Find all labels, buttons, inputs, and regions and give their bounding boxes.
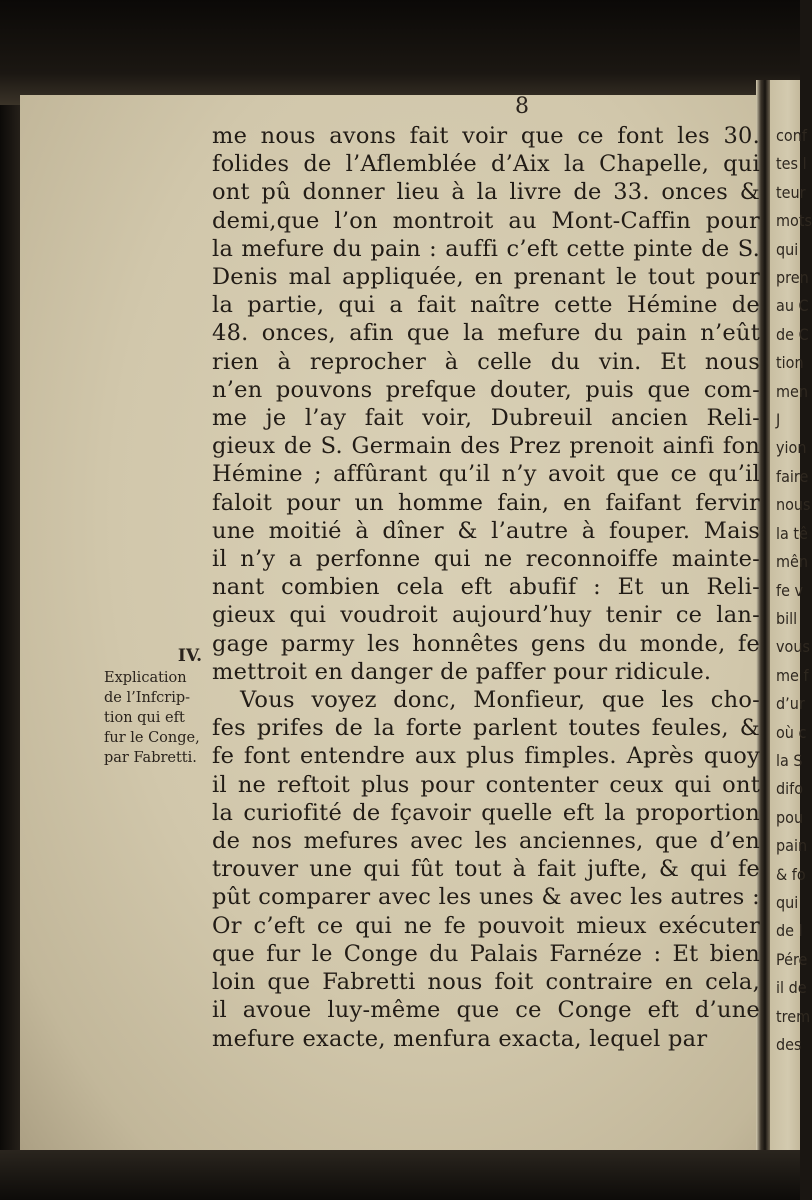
adjacent-text-fragment: au C [776, 296, 809, 316]
text-line: me je l’ay fait voir, Dubreuil ancien Reli- [212, 405, 760, 432]
adjacent-text-fragment: faire [776, 466, 809, 486]
adjacent-text-fragment: & fo [776, 864, 806, 884]
adjacent-text-fragment: qui [776, 239, 799, 259]
adjacent-text-fragment: Pére [776, 949, 808, 969]
adjacent-text-fragment: nous [776, 495, 811, 515]
adjacent-text-fragment: men [776, 381, 809, 401]
margin-note-line: par Fabretti. [104, 750, 197, 766]
adjacent-text-fragment: pain [776, 836, 808, 856]
adjacent-text-fragment: la S [776, 750, 803, 770]
bottom-shadow [0, 1150, 800, 1200]
text-line: il avoue luy-même que ce Conge eft d’une [212, 997, 760, 1024]
text-line: il ne reftoit plus pour contenter ceux qui ont [212, 771, 760, 798]
adjacent-text-fragment: pren [776, 268, 809, 288]
adjacent-text-fragment: difo [776, 779, 804, 799]
adjacent-text-fragment: trem [776, 1006, 811, 1026]
text-line: mefure exacte, menfura exacta, lequel par [212, 1025, 708, 1052]
text-line: Vous voyez donc, Monfieur, que les cho- [240, 687, 760, 714]
text-line: mettroit en danger de paffer pour ridicule. [212, 658, 712, 685]
adjacent-text-fragment: vous [776, 637, 810, 657]
margin-section-number: IV. [177, 646, 202, 666]
main-text-block [212, 122, 760, 1053]
text-line: trouver une qui fût tout à fait jufte, & qui fe [212, 856, 760, 883]
margin-note-line: tion qui eft [104, 710, 185, 726]
adjacent-text-fragment: de C [776, 324, 809, 344]
text-line: la curiofité de fçavoir quelle eft la proportion [212, 799, 760, 826]
top-shadow [0, 0, 800, 105]
text-line: gieux qui voudroit aujourd’huy tenir ce lan- [212, 602, 760, 629]
text-line: Denis mal appliquée, en prenant le tout pour [212, 264, 760, 291]
text-line: la partie, qui a fait naître cette Hémine de [212, 292, 760, 319]
text-line: Or c’eft ce qui ne fe pouvoit mieux exécuter [212, 912, 760, 939]
text-line: n’en pouvons prefque douter, puis que com- [212, 376, 760, 403]
adjacent-text-fragment: où c [776, 722, 807, 742]
adjacent-text-fragment: J [776, 410, 781, 430]
margin-note-line: Explication [104, 670, 187, 686]
text-line: faloit pour un homme fain, en faifant fervir [212, 489, 760, 516]
text-line: folides de l’Aflemblée d’Aix la Chapelle, qui [212, 151, 760, 178]
page-number: 8 [515, 94, 529, 119]
margin-note-line: de l’Infcrip- [104, 690, 191, 706]
text-line: ont pû donner lieu à la livre de 33. onces & [212, 179, 760, 206]
text-line: la mefure du pain : auffi c’eft cette pinte de S. [212, 235, 760, 262]
adjacent-text-fragment: bill [776, 608, 798, 628]
adjacent-text-fragment: la tê [776, 523, 808, 543]
adjacent-text-fragment: pou [776, 807, 804, 827]
adjacent-text-fragment: teur [776, 182, 806, 202]
margin-note [104, 668, 200, 768]
text-line: gieux de S. Germain des Prez prenoit ainfi fon [212, 433, 760, 460]
adjacent-text-fragment: yion [776, 438, 807, 458]
adjacent-text-fragment: qui [776, 892, 799, 912]
margin-note-line: fur le Conge, [104, 730, 200, 746]
adjacent-text-fragment: d’ur [776, 694, 805, 714]
text-line: il n’y a perfonne qui ne reconnoiffe mainte- [212, 546, 760, 573]
text-line: pût comparer avec les unes & avec les autres : [212, 884, 760, 911]
text-line: rien à reprocher à celle du vin. Et nous [212, 348, 760, 375]
text-line: gage parmy les honnêtes gens du monde, fe [212, 630, 760, 657]
adjacent-text-fragment: tion [776, 353, 804, 373]
text-line: nant combien cela eft abufif : Et un Reli- [212, 574, 760, 601]
adjacent-text-fragment: il de [776, 978, 807, 998]
text-line: demi,que l’on montroit au Mont-Caffin pour [212, 207, 760, 234]
text-line: 48. onces, afin que la mefure du pain n’eût [212, 320, 760, 347]
text-line: fes prifes de la forte parlent toutes feules, & [212, 715, 760, 742]
text-line: de nos mefures avec les anciennes, que d’en [212, 828, 760, 855]
text-line: me nous avons fait voir que ce font les 30. [212, 123, 760, 149]
text-line: une moitié à dîner & l’autre à fouper. Mais [212, 517, 760, 544]
text-line: loin que Fabretti nous foit contraire en cela, [212, 969, 760, 996]
text-line: fe font entendre aux plus fimples. Après quoy [212, 743, 760, 770]
adjacent-text-fragment: mots [776, 211, 812, 231]
adjacent-text-fragment: conf [776, 126, 807, 145]
adjacent-text-fragment: mên [776, 552, 809, 572]
text-line: que fur le Conge du Palais Farnéze : Et bien [212, 940, 760, 967]
text-line: Hémine ; affûrant qu’il n’y avoit que ce qu’il [212, 461, 760, 488]
adjacent-text-fragment: me f [776, 665, 809, 685]
adjacent-text-fragment: tes l [776, 154, 807, 174]
adjacent-text-fragment: fe v [776, 580, 804, 600]
adjacent-page-text [776, 122, 812, 1059]
adjacent-text-fragment: de l [776, 921, 803, 941]
adjacent-text-fragment: des [776, 1035, 802, 1054]
